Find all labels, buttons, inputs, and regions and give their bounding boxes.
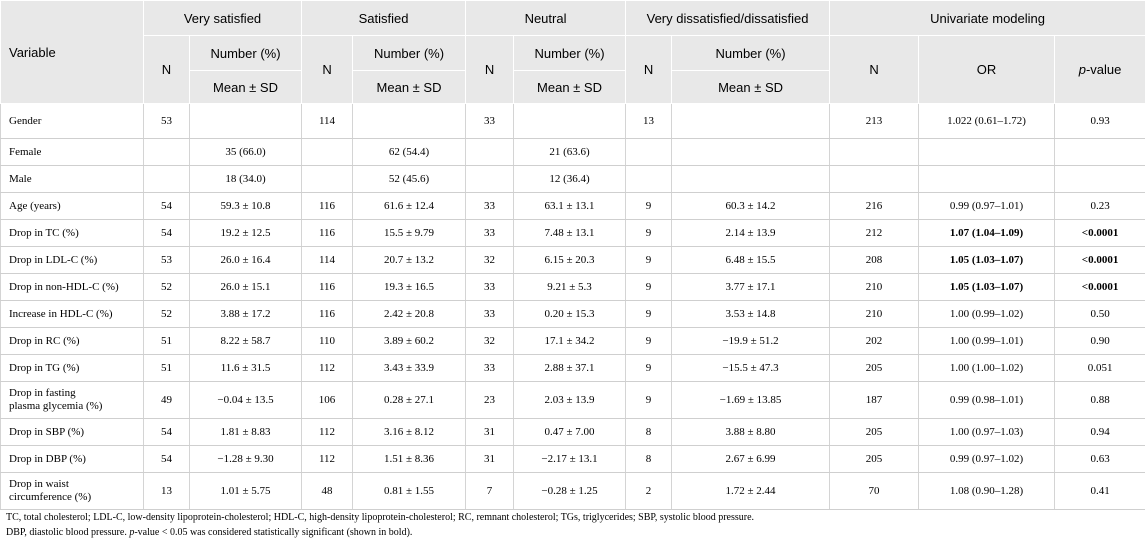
table-row [1,446,1145,473]
row-label-line: circumference (%) [9,491,92,503]
cell-value-neutral: 7.48 ± 13.1 [514,220,626,247]
header-n: N [144,36,190,104]
cell-n-dissatisfied [626,139,672,166]
cell-value-very-satisfied: 8.22 ± 58.7 [190,328,302,355]
row-label: Age (years) [1,193,144,220]
header-or: OR [919,36,1055,104]
cell-n-total: 205 [830,419,919,446]
row-label-line: plasma glycemia (%) [9,400,103,412]
header-mean-sd: Mean ± SD [190,71,302,104]
cell-n-total: 213 [830,104,919,139]
cell-value-neutral: −2.17 ± 13.1 [514,446,626,473]
cell-p-value: <0.0001 [1055,274,1145,301]
cell-n-very-satisfied: 54 [144,220,190,247]
cell-n-dissatisfied: 9 [626,193,672,220]
cell-odds-ratio: 1.00 (0.97–1.03) [919,419,1055,446]
cell-value-dissatisfied: 2.67 ± 6.99 [672,446,830,473]
cell-n-satisfied: 112 [302,446,353,473]
cell-n-neutral: 31 [466,419,514,446]
cell-value-neutral [514,104,626,139]
header-number-pct: Number (%) [672,36,830,71]
cell-n-satisfied: 116 [302,193,353,220]
row-label: Drop in RC (%) [1,328,144,355]
cell-n-satisfied: 106 [302,382,353,419]
cell-n-total: 70 [830,473,919,510]
header-group-neutral: Neutral [466,1,626,36]
footnote-significance [6,526,412,539]
cell-value-very-satisfied: 1.81 ± 8.83 [190,419,302,446]
cell-n-dissatisfied: 9 [626,301,672,328]
cell-n-total: 205 [830,446,919,473]
header-group-dissatisfied: Very dissatisfied/dissatisfied [626,1,830,36]
cell-value-very-satisfied: 18 (34.0) [190,166,302,193]
row-label: Drop in TC (%) [1,220,144,247]
cell-n-dissatisfied: 8 [626,446,672,473]
cell-n-neutral: 32 [466,247,514,274]
cell-n-satisfied: 114 [302,104,353,139]
header-mean-sd: Mean ± SD [514,71,626,104]
cell-n-very-satisfied: 53 [144,247,190,274]
cell-n-satisfied: 114 [302,247,353,274]
cell-n-satisfied: 116 [302,274,353,301]
cell-n-satisfied: 48 [302,473,353,510]
footnote-p: p [129,527,135,538]
cell-value-very-satisfied: 1.01 ± 5.75 [190,473,302,510]
pvalue-p: p [1078,62,1086,77]
cell-odds-ratio: 1.00 (0.99–1.02) [919,301,1055,328]
cell-odds-ratio: 0.99 (0.97–1.01) [919,193,1055,220]
cell-n-neutral: 23 [466,382,514,419]
cell-n-satisfied [302,139,353,166]
cell-value-satisfied: 15.5 ± 9.79 [353,220,466,247]
cell-n-very-satisfied: 54 [144,193,190,220]
cell-n-neutral [466,166,514,193]
cell-p-value [1055,166,1145,193]
cell-n-dissatisfied: 9 [626,220,672,247]
cell-n-very-satisfied: 52 [144,301,190,328]
cell-n-very-satisfied: 49 [144,382,190,419]
cell-value-dissatisfied: −19.9 ± 51.2 [672,328,830,355]
cell-n-dissatisfied: 13 [626,104,672,139]
cell-p-value: 0.50 [1055,301,1145,328]
row-label: Drop in LDL-C (%) [1,247,144,274]
table-row [1,104,1145,139]
cell-p-value: 0.93 [1055,104,1145,139]
cell-n-dissatisfied: 9 [626,274,672,301]
cell-value-neutral: 0.47 ± 7.00 [514,419,626,446]
cell-n-total: 202 [830,328,919,355]
cell-value-dissatisfied [672,166,830,193]
cell-n-very-satisfied: 51 [144,328,190,355]
cell-odds-ratio: 1.07 (1.04–1.09) [919,220,1055,247]
cell-n-neutral: 33 [466,301,514,328]
header-variable: Variable [1,1,144,104]
cell-n-very-satisfied [144,166,190,193]
cell-odds-ratio: 0.99 (0.98–1.01) [919,382,1055,419]
row-label: Female [1,139,144,166]
row-label [1,473,144,510]
cell-n-neutral [466,139,514,166]
table-row [1,473,1145,510]
header-group-satisfied: Satisfied [302,1,466,36]
cell-value-satisfied: 1.51 ± 8.36 [353,446,466,473]
cell-odds-ratio: 1.05 (1.03–1.07) [919,274,1055,301]
cell-value-neutral: −0.28 ± 1.25 [514,473,626,510]
cell-n-dissatisfied [626,166,672,193]
cell-value-satisfied: 61.6 ± 12.4 [353,193,466,220]
cell-value-neutral: 21 (63.6) [514,139,626,166]
header-n: N [830,36,919,104]
cell-n-dissatisfied: 9 [626,247,672,274]
cell-value-satisfied: 3.16 ± 8.12 [353,419,466,446]
cell-value-neutral: 2.03 ± 13.9 [514,382,626,419]
cell-value-dissatisfied: −1.69 ± 13.85 [672,382,830,419]
cell-p-value: 0.88 [1055,382,1145,419]
cell-value-very-satisfied: −1.28 ± 9.30 [190,446,302,473]
cell-n-satisfied: 116 [302,220,353,247]
row-label: Drop in SBP (%) [1,419,144,446]
cell-value-dissatisfied: 3.53 ± 14.8 [672,301,830,328]
row-label: Drop in TG (%) [1,355,144,382]
cell-value-dissatisfied: 3.77 ± 17.1 [672,274,830,301]
header-number-pct: Number (%) [353,36,466,71]
cell-n-neutral: 33 [466,193,514,220]
table-row [1,220,1145,247]
cell-odds-ratio: 1.00 (1.00–1.02) [919,355,1055,382]
cell-odds-ratio: 0.99 (0.97–1.02) [919,446,1055,473]
cell-value-neutral: 2.88 ± 37.1 [514,355,626,382]
cell-n-neutral: 33 [466,220,514,247]
table-row [1,166,1145,193]
cell-p-value: 0.41 [1055,473,1145,510]
table-row [1,328,1145,355]
cell-value-dissatisfied [672,104,830,139]
header-number-pct: Number (%) [514,36,626,71]
cell-n-dissatisfied: 9 [626,382,672,419]
cell-value-neutral: 12 (36.4) [514,166,626,193]
cell-n-neutral: 32 [466,328,514,355]
cell-n-total: 187 [830,382,919,419]
cell-p-value [1055,139,1145,166]
cell-n-dissatisfied: 9 [626,355,672,382]
cell-value-very-satisfied: 35 (66.0) [190,139,302,166]
cell-value-dissatisfied: 60.3 ± 14.2 [672,193,830,220]
footnote-abbreviations: TC, total cholesterol; LDL-C, low-density lipoprotein-cholesterol; HDL-C, high-density lipoprotein-cholesterol; RC, remnant cholesterol; TGs, triglycerides; SBP, systolic blood pressure. [6,512,755,523]
cell-value-satisfied: 3.43 ± 33.9 [353,355,466,382]
cell-n-total: 210 [830,301,919,328]
header-number-pct: Number (%) [190,36,302,71]
cell-value-very-satisfied: 3.88 ± 17.2 [190,301,302,328]
cell-odds-ratio [919,139,1055,166]
table-row [1,419,1145,446]
cell-n-neutral: 33 [466,274,514,301]
cell-value-satisfied: 52 (45.6) [353,166,466,193]
cell-n-very-satisfied [144,139,190,166]
cell-value-very-satisfied: 19.2 ± 12.5 [190,220,302,247]
row-label: Drop in DBP (%) [1,446,144,473]
cell-p-value: 0.23 [1055,193,1145,220]
table-row [1,301,1145,328]
header-mean-sd: Mean ± SD [672,71,830,104]
cell-odds-ratio: 1.05 (1.03–1.07) [919,247,1055,274]
cell-n-very-satisfied: 52 [144,274,190,301]
cell-odds-ratio: 1.022 (0.61–1.72) [919,104,1055,139]
cell-n-total [830,139,919,166]
cell-n-total: 210 [830,274,919,301]
cell-p-value: <0.0001 [1055,220,1145,247]
cell-value-neutral: 63.1 ± 13.1 [514,193,626,220]
table-row [1,274,1145,301]
row-label-line: Drop in waist [9,478,69,490]
cell-value-dissatisfied [672,139,830,166]
cell-value-very-satisfied: −0.04 ± 13.5 [190,382,302,419]
header-group-univariate: Univariate modeling [830,1,1145,36]
cell-p-value: 0.63 [1055,446,1145,473]
cell-odds-ratio [919,166,1055,193]
table-row [1,355,1145,382]
cell-value-very-satisfied: 59.3 ± 10.8 [190,193,302,220]
cell-value-very-satisfied: 26.0 ± 16.4 [190,247,302,274]
cell-n-satisfied: 110 [302,328,353,355]
table-row [1,382,1145,419]
cell-value-satisfied: 62 (54.4) [353,139,466,166]
cell-odds-ratio: 1.08 (0.90–1.28) [919,473,1055,510]
cell-odds-ratio: 1.00 (0.99–1.01) [919,328,1055,355]
cell-value-satisfied: 20.7 ± 13.2 [353,247,466,274]
cell-value-satisfied: 3.89 ± 60.2 [353,328,466,355]
cell-value-dissatisfied: −15.5 ± 47.3 [672,355,830,382]
footnote-dbp: DBP, diastolic blood pressure. [6,527,130,538]
cell-value-neutral: 6.15 ± 20.3 [514,247,626,274]
header-n: N [302,36,353,104]
row-label [1,382,144,419]
cell-value-satisfied: 0.81 ± 1.55 [353,473,466,510]
cell-value-very-satisfied: 11.6 ± 31.5 [190,355,302,382]
cell-value-dissatisfied: 1.72 ± 2.44 [672,473,830,510]
table-body [1,104,1145,510]
cell-p-value: 0.90 [1055,328,1145,355]
cell-n-very-satisfied: 51 [144,355,190,382]
header-group-very-satisfied: Very satisfied [144,1,302,36]
cell-n-satisfied: 116 [302,301,353,328]
cell-value-satisfied [353,104,466,139]
cell-n-dissatisfied: 2 [626,473,672,510]
header-n: N [466,36,514,104]
row-label: Male [1,166,144,193]
cell-value-dissatisfied: 6.48 ± 15.5 [672,247,830,274]
cell-n-very-satisfied: 53 [144,104,190,139]
pvalue-suffix: -value [1085,62,1122,77]
cell-n-neutral: 7 [466,473,514,510]
cell-n-dissatisfied: 8 [626,419,672,446]
row-label-line: Drop in fasting [9,387,76,399]
cell-n-very-satisfied: 54 [144,446,190,473]
cell-n-neutral: 33 [466,355,514,382]
cell-p-value: <0.0001 [1055,247,1145,274]
cell-p-value: 0.051 [1055,355,1145,382]
cell-n-total: 208 [830,247,919,274]
cell-n-satisfied [302,166,353,193]
cell-n-dissatisfied: 9 [626,328,672,355]
cell-value-neutral: 9.21 ± 5.3 [514,274,626,301]
table-row [1,139,1145,166]
cell-n-total [830,166,919,193]
cell-value-satisfied: 2.42 ± 20.8 [353,301,466,328]
cell-n-total: 212 [830,220,919,247]
cell-value-dissatisfied: 3.88 ± 8.80 [672,419,830,446]
footnote-sig: -value < 0.05 was considered statistically significant (shown in bold). [134,527,413,538]
cell-value-neutral: 0.20 ± 15.3 [514,301,626,328]
cell-value-neutral: 17.1 ± 34.2 [514,328,626,355]
cell-value-satisfied: 19.3 ± 16.5 [353,274,466,301]
cell-n-satisfied: 112 [302,419,353,446]
table-header [1,1,1145,104]
cell-n-neutral: 33 [466,104,514,139]
cell-value-dissatisfied: 2.14 ± 13.9 [672,220,830,247]
cell-n-total: 216 [830,193,919,220]
table-row [1,193,1145,220]
header-mean-sd: Mean ± SD [353,71,466,104]
cell-n-satisfied: 112 [302,355,353,382]
header-pvalue [1055,36,1145,104]
cell-n-very-satisfied: 13 [144,473,190,510]
cell-value-very-satisfied: 26.0 ± 15.1 [190,274,302,301]
cell-value-satisfied: 0.28 ± 27.1 [353,382,466,419]
cell-n-neutral: 31 [466,446,514,473]
cell-value-very-satisfied [190,104,302,139]
row-label: Gender [1,104,144,139]
cell-p-value: 0.94 [1055,419,1145,446]
header-n: N [626,36,672,104]
cell-n-very-satisfied: 54 [144,419,190,446]
table-row [1,247,1145,274]
row-label: Increase in HDL-C (%) [1,301,144,328]
cell-n-total: 205 [830,355,919,382]
row-label: Drop in non-HDL-C (%) [1,274,144,301]
